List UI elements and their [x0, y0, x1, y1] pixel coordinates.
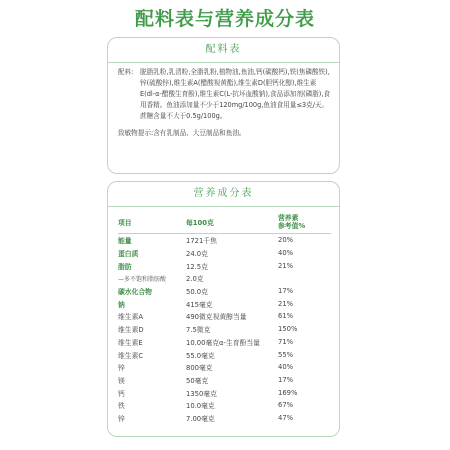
- table-row: [118, 247, 331, 260]
- ingredients-list: [118, 67, 331, 122]
- nutrition-rows: [118, 234, 331, 424]
- header-nrv-line2: 参考值%: [278, 222, 306, 230]
- nutrient-name: 钙: [118, 389, 125, 398]
- nutrient-nrv: 67%: [278, 401, 294, 410]
- nutrient-name: 维生素D: [118, 326, 144, 335]
- nutrition-divider: [108, 206, 339, 207]
- header-per-100g: 每100克: [186, 219, 214, 227]
- nutrient-value: 490微克视黄醇当量: [186, 313, 247, 322]
- nutrient-nrv: 21%: [278, 299, 294, 308]
- nutrition-table: [118, 211, 331, 424]
- nutrient-nrv: 20%: [278, 236, 294, 245]
- table-row: [118, 374, 331, 387]
- nutrient-nrv: 21%: [278, 261, 294, 270]
- table-row: [118, 348, 331, 361]
- nutrient-nrv: 150%: [278, 325, 298, 334]
- nutrient-name: 能量: [118, 237, 132, 246]
- table-row: [118, 297, 331, 310]
- table-row: [118, 310, 331, 323]
- ingredients-label: 配料:: [118, 68, 134, 76]
- nutrient-nrv: 40%: [278, 363, 294, 372]
- nutrient-nrv: 61%: [278, 312, 294, 321]
- table-row: [118, 336, 331, 349]
- nutrient-name: 脂肪: [118, 262, 132, 271]
- nutrient-nrv: 71%: [278, 337, 294, 346]
- nutrition-title: 营养成分表: [193, 188, 254, 199]
- table-row: [118, 323, 331, 336]
- nutrient-name: 蛋白质: [118, 250, 139, 259]
- nutrient-value: 24.0克: [186, 250, 208, 259]
- nutrient-value: 50.0克: [186, 288, 208, 297]
- nutrient-name: 维生素E: [118, 338, 143, 347]
- header-nrv-line1: 营养素: [278, 214, 299, 222]
- nutrient-nrv: 47%: [278, 413, 294, 422]
- nutrient-value: 7.5微克: [186, 326, 211, 335]
- nutrition-panel: [107, 181, 340, 437]
- nutrient-name: 铁: [118, 402, 125, 411]
- table-row: [118, 272, 331, 285]
- nutrient-value: 415毫克: [186, 300, 213, 309]
- nutrient-value: 800毫克: [186, 364, 213, 373]
- nutrient-name: 维生素C: [118, 351, 144, 360]
- nutrient-nrv: 55%: [278, 350, 294, 359]
- nutrient-value: 1721千焦: [186, 237, 217, 246]
- nutrient-name: 碳水化合物: [118, 288, 152, 297]
- nutrient-name: —多不饱和脂肪酸: [118, 275, 167, 283]
- nutrient-value: 12.5克: [186, 262, 208, 271]
- ingredients-text: 脱脂乳粉,乳清粉,全脂乳粉,植物油,鱼油,钙(碳酸钙),铁(焦磷酸铁),锌(硫酸锌),维生素A(醋酸视黄酯),维生素D(胆钙化醇),维生素E(dl-α-醋酸生育酚),维生素C(L-抗坏血酸钠),食品添加剂(磷脂),食用香精。鱼油添加量不少于120mg/100g,鱼油食用量≤3克/天。蔗糖含量不大于0.5g/100g。: [140, 68, 331, 120]
- nutrient-value: 55.0毫克: [186, 351, 215, 360]
- nutrient-value: 7.00毫克: [186, 414, 215, 423]
- allergy-notice: 致敏物提示:含有乳制品、大豆制品和鱼油。: [118, 129, 246, 137]
- table-row: [118, 361, 331, 374]
- table-row: [118, 285, 331, 298]
- header-nrv: [278, 214, 330, 230]
- nutrient-name: 钠: [118, 300, 125, 309]
- table-row: [118, 386, 331, 399]
- nutrient-value: 10.00毫克α-生育酚当量: [186, 338, 260, 347]
- nutrient-nrv: 17%: [278, 375, 294, 384]
- table-row: [118, 234, 331, 247]
- nutrient-nrv: 169%: [278, 388, 298, 397]
- header-item: 项目: [118, 219, 132, 227]
- table-row: [118, 399, 331, 412]
- nutrient-value: 1350毫克: [186, 389, 217, 398]
- nutrient-value: 50毫克: [186, 376, 209, 385]
- nutrient-nrv: 40%: [278, 249, 294, 258]
- nutrient-name: 镁: [118, 376, 125, 385]
- ingredients-panel: [107, 37, 340, 174]
- table-row: [118, 259, 331, 272]
- ingredients-divider: [108, 62, 339, 63]
- nutrient-value: 10.0毫克: [186, 402, 215, 411]
- ingredients-title: 配料表: [205, 44, 242, 55]
- table-row: [118, 412, 331, 425]
- nutrition-table-header: [118, 211, 331, 234]
- page-title: 配料表与营养成分表: [134, 8, 315, 30]
- nutrient-name: 锌: [118, 414, 125, 423]
- nutrient-value: 2.0克: [186, 275, 204, 284]
- nutrient-nrv: 17%: [278, 287, 294, 296]
- nutrient-name: 维生素A: [118, 313, 144, 322]
- nutrient-name: 锌: [118, 364, 125, 373]
